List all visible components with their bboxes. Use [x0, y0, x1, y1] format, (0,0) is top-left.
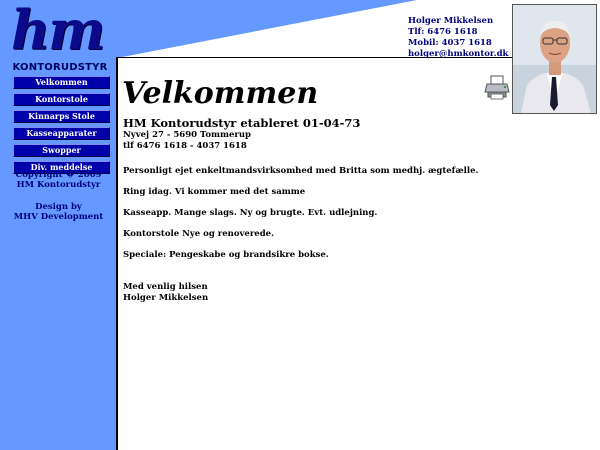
copyright-notice [0, 170, 117, 190]
paragraph-ownership: Personligt ejet enkeltmandsvirksomhed med Britta som medhj. ægtefælle. [123, 166, 479, 176]
closing-greeting: Med venlig hilsen [123, 282, 208, 292]
company-heading: HM Kontorudstyr etableret 01-04-73 [123, 116, 361, 130]
copyright-owner: HM Kontorudstyr [16, 180, 101, 190]
nav-item-velkommen[interactable]: Velkommen [13, 76, 110, 89]
owner-photo [512, 4, 597, 114]
logo-name: KONTORUDSTYR [12, 62, 108, 73]
nav-item-swopper[interactable]: Swopper [13, 144, 110, 157]
design-credit [0, 202, 117, 222]
design-label: Design by [35, 202, 82, 212]
paragraph-call: Ring idag. Vi kommer med det samme [123, 187, 306, 197]
site-logo[interactable] [2, 0, 114, 73]
contact-info [408, 16, 508, 60]
paragraph-specialty: Speciale: Pengeskabe og brandsikre bokse. [123, 250, 329, 260]
contact-phone: Tlf: 6476 1618 [408, 27, 478, 37]
contact-mobile: Mobil: 4037 1618 [408, 38, 492, 48]
nav-item-kontorstole[interactable]: Kontorstole [13, 93, 110, 106]
company-address: Nyvej 27 - 5690 Tommerup [123, 130, 251, 140]
nav-item-kinnarps-stole[interactable]: Kinnarps Stole [13, 110, 110, 123]
contact-email[interactable]: holger@hmkontor.dk [408, 49, 509, 59]
main-content [123, 117, 523, 304]
contact-name: Holger Mikkelsen [408, 16, 494, 26]
sidebar-nav [13, 76, 108, 178]
closing-signature: Holger Mikkelsen [123, 293, 209, 303]
design-company: MHV Development [13, 212, 104, 222]
company-phones: tlf 6476 1618 - 4037 1618 [123, 141, 247, 151]
header-wedge [117, 0, 417, 58]
page-title: Velkommen [122, 76, 319, 111]
printer-icon[interactable] [484, 74, 510, 100]
copyright-line: Copyright � 2009 [15, 170, 102, 180]
logo-mark: hm [11, 0, 104, 62]
nav-item-div-meddelse[interactable]: Div. meddelse [13, 161, 110, 174]
paragraph-chairs: Kontorstole Nye og renoverede. [123, 229, 275, 239]
nav-item-kasseapparater[interactable]: Kasseapparater [13, 127, 110, 140]
content-left-border [116, 58, 118, 450]
paragraph-cash-registers: Kasseapp. Mange slags. Ny og brugte. Evt. udlejning. [123, 208, 378, 218]
